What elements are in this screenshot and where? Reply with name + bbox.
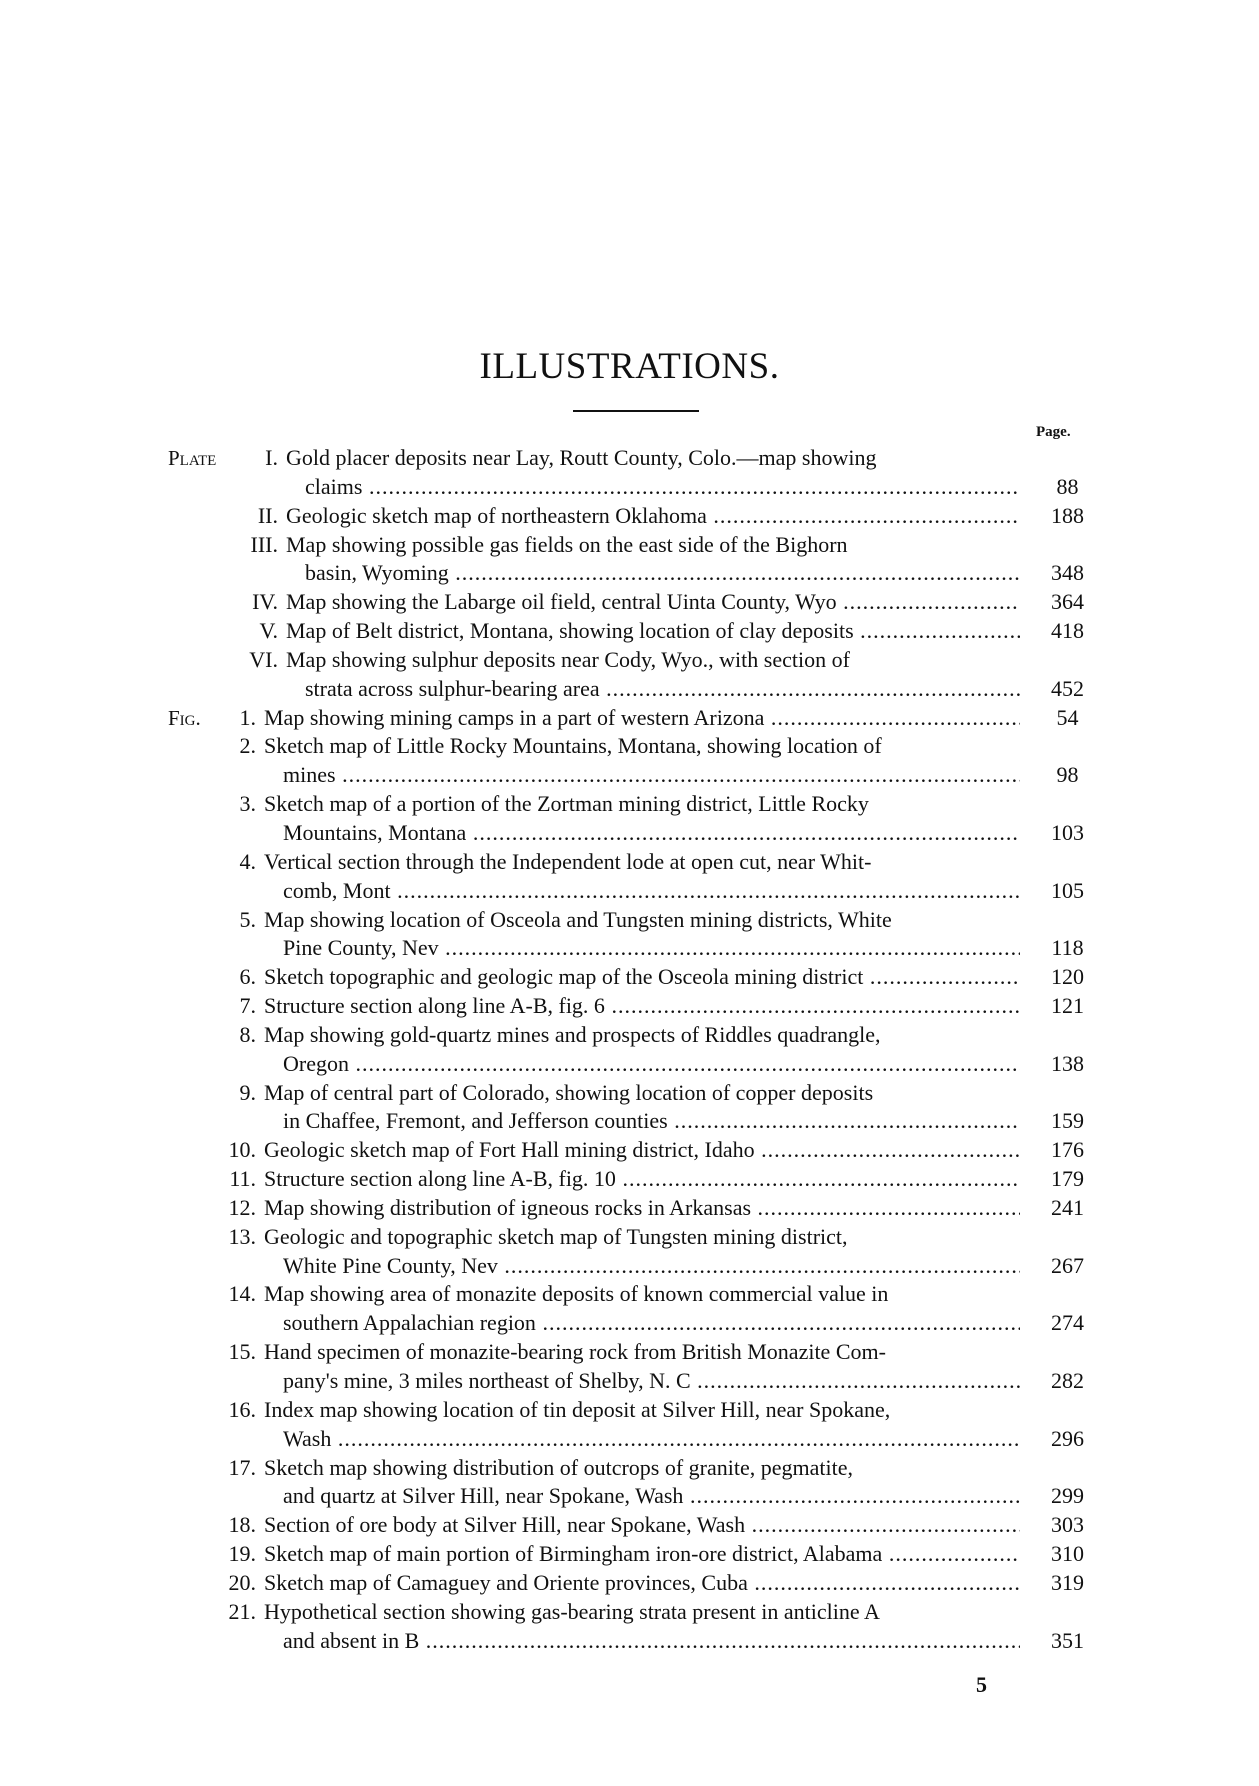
page-title: ILLUSTRATIONS. [479, 346, 780, 387]
figure-page-number: 282 [1051, 1368, 1084, 1393]
figure-caption: Map of central part of Colorado, showing location of copper deposits [264, 1079, 874, 1105]
page-number: 5 [976, 1672, 987, 1697]
plate-entry [0, 502, 1259, 531]
figure-caption: comb, Mont ..... [283, 877, 1020, 906]
figure-caption: Vertical section through the Independent lode at open cut, near Whit- [264, 848, 872, 874]
figure-entry-line [0, 1107, 1259, 1136]
figure-caption: White Pine County, Nev ..... [283, 1252, 1020, 1281]
figure-entry [0, 1136, 1259, 1165]
figure-entry-line: 7. Structure section along line A-B, fig. 6 ..... 121 [0, 992, 1259, 1021]
figure-page-number: 274 [1051, 1310, 1084, 1336]
figure-page-number: 103 [1051, 819, 1084, 845]
figure-caption: Oregon ..... [283, 1050, 1020, 1079]
plate-entry-line: VI. Map showing sulphur deposits near Cody, Wyo., with section of [0, 646, 1259, 675]
figure-caption: Structure section along line A-B, fig. 10 ..... [264, 1165, 1020, 1194]
plate-caption: Map of Belt district, Montana, showing location of clay deposits ..... [286, 617, 1020, 646]
figure-caption: Sketch topographic and geologic map of the Osceola mining district ..... [264, 963, 1020, 992]
figure-entry-line [0, 819, 1259, 848]
figure-entry-line: Fig. 1. Map showing mining camps in a part of western Arizona ..... 54 [0, 704, 1259, 733]
plate-entry-line: II. Geologic sketch map of northeastern Oklahoma ..... 188 [0, 502, 1259, 531]
figure-entry-line: 14. Map showing area of monazite deposits of known commercial value in [0, 1280, 1259, 1309]
plate-entry [0, 444, 1259, 502]
plate-entry-line [0, 559, 1259, 588]
figure-entry [0, 1338, 1259, 1396]
figure-entry-line: 3. Sketch map of a portion of the Zortman mining district, Little Rocky [0, 790, 1259, 819]
figure-entry-line [0, 1627, 1259, 1656]
figure-caption: Section of ore body at Silver Hill, near Spokane, Wash ..... [264, 1511, 1020, 1540]
figure-entry-line [0, 934, 1259, 963]
figure-page-number: 138 [1051, 1050, 1084, 1076]
plate-section-label: Plate [168, 446, 217, 470]
figure-entry [0, 1280, 1259, 1338]
figure-page-number: 54 [1056, 704, 1079, 730]
figure-caption: Pine County, Nev ..... [283, 934, 1020, 963]
figure-caption: southern Appalachian region ..... [283, 1309, 1020, 1338]
plate-entry [0, 617, 1259, 646]
plate-caption: strata across sulphur-bearing area ..... [305, 675, 1020, 704]
figure-entry-line [0, 877, 1259, 906]
figure-page-number: 241 [1051, 1194, 1084, 1220]
figure-page-number: 179 [1051, 1166, 1084, 1192]
plate-caption: basin, Wyoming ..... [305, 559, 1020, 588]
page-column-label: Page. [1036, 424, 1071, 440]
figure-caption: mines ..... [283, 761, 1020, 790]
figure-page-number: 303 [1051, 1512, 1084, 1538]
plate-entry-line: Plate I. Gold placer deposits near Lay, Routt County, Colo.—map showing [0, 444, 1259, 473]
plate-page-number: 348 [1051, 560, 1084, 586]
figure-page-number: 296 [1051, 1425, 1084, 1451]
figure-page-number: 121 [1051, 993, 1084, 1019]
figure-entry-line: 21. Hypothetical section showing gas-bearing strata present in anticline A [0, 1598, 1259, 1627]
figure-entry-line [0, 761, 1259, 790]
figure-page-number: 120 [1051, 964, 1084, 990]
figure-entry-line: 8. Map showing gold-quartz mines and prospects of Riddles quadrangle, [0, 1021, 1259, 1050]
plate-page-number: 188 [1051, 502, 1084, 528]
figure-caption: and absent in B ..... [283, 1627, 1020, 1656]
figure-caption: Hypothetical section showing gas-bearing strata present in anticline A [264, 1598, 880, 1624]
title-rule [573, 410, 699, 412]
figure-caption: Index map showing location of tin deposit at Silver Hill, near Spokane, [264, 1396, 891, 1422]
figure-entry-line: 20. Sketch map of Camaguey and Oriente provinces, Cuba ..... 319 [0, 1569, 1259, 1598]
figure-page-number: 176 [1051, 1137, 1084, 1163]
figure-caption: Map showing mining camps in a part of western Arizona ..... [264, 704, 1020, 733]
plate-page-number: 418 [1051, 618, 1084, 644]
figure-section-label: Fig. [168, 705, 201, 730]
figure-caption: Sketch map of Little Rocky Mountains, Montana, showing location of [264, 733, 882, 759]
figure-page-number: 299 [1051, 1483, 1084, 1509]
figure-entry [0, 906, 1259, 964]
figure-entry [0, 1540, 1259, 1569]
figure-caption: Structure section along line A-B, fig. 6 ..... [264, 992, 1020, 1021]
plate-entry-line: IV. Map showing the Labarge oil field, central Uinta County, Wyo ..... 364 [0, 588, 1259, 617]
figure-entry-line [0, 1309, 1259, 1338]
plate-entry-line: V. Map of Belt district, Montana, showing location of clay deposits ..... 418 [0, 617, 1259, 646]
figure-entry-line: 11. Structure section along line A-B, fig. 10 ..... 179 [0, 1165, 1259, 1194]
plate-entry [0, 531, 1259, 589]
figure-entry-line: 12. Map showing distribution of igneous rocks in Arkansas ..... 241 [0, 1194, 1259, 1223]
figure-caption: Map showing location of Osceola and Tungsten mining districts, White [264, 906, 892, 932]
plate-caption: Map showing possible gas fields on the east side of the Bighorn [286, 531, 848, 557]
plate-caption: Map showing the Labarge oil field, central Uinta County, Wyo ..... [286, 588, 1020, 617]
figure-caption: Sketch map of main portion of Birmingham iron-ore district, Alabama ..... [264, 1540, 1020, 1569]
figure-entry [0, 992, 1259, 1021]
figure-entry [0, 963, 1259, 992]
plate-caption: Gold placer deposits near Lay, Routt County, Colo.—map showing [286, 445, 877, 470]
figure-entry-line: 15. Hand specimen of monazite-bearing rock from British Monazite Com- [0, 1338, 1259, 1367]
figure-entry [0, 1569, 1259, 1598]
figure-entry [0, 1598, 1259, 1656]
figure-entry-line [0, 1425, 1259, 1454]
figure-page-number: 267 [1051, 1252, 1084, 1278]
figure-page-number: 319 [1051, 1569, 1084, 1595]
figure-page-number: 118 [1051, 935, 1084, 961]
plate-entry-line [0, 675, 1259, 704]
figure-page-number: 351 [1051, 1627, 1084, 1653]
figure-entry [0, 1021, 1259, 1079]
figure-entry [0, 1079, 1259, 1137]
figure-caption: Mountains, Montana ..... [283, 819, 1020, 848]
plate-page-number: 364 [1051, 589, 1084, 615]
plate-caption: Map showing sulphur deposits near Cody, Wyo., with section of [286, 646, 850, 672]
figure-entry [0, 848, 1259, 906]
figure-entry-line: 5. Map showing location of Osceola and Tungsten mining districts, White [0, 906, 1259, 935]
figure-entry-line: 9. Map of central part of Colorado, showing location of copper deposits [0, 1079, 1259, 1108]
figure-entry [0, 704, 1259, 733]
figure-entry-line: 6. Sketch topographic and geologic map of the Osceola mining district ..... 120 [0, 963, 1259, 992]
figure-caption: Hand specimen of monazite-bearing rock from British Monazite Com- [264, 1339, 886, 1365]
figure-caption: Sketch map of a portion of the Zortman mining district, Little Rocky [264, 791, 869, 817]
figure-caption: Map showing gold-quartz mines and prospects of Riddles quadrangle, [264, 1021, 881, 1047]
illustrations-list [0, 444, 1259, 1655]
plate-entry-line [0, 473, 1259, 502]
figure-caption: Map showing area of monazite deposits of known commercial value in [264, 1281, 889, 1307]
figure-entry-line [0, 1252, 1259, 1281]
figure-entry [0, 1165, 1259, 1194]
figure-caption: and quartz at Silver Hill, near Spokane, Wash ..... [283, 1482, 1020, 1511]
figure-entry-line: 10. Geologic sketch map of Fort Hall mining district, Idaho ..... 176 [0, 1136, 1259, 1165]
figure-entry [0, 1454, 1259, 1512]
figure-caption: pany's mine, 3 miles northeast of Shelby, N. C ..... [283, 1367, 1020, 1396]
figure-entry-line: 4. Vertical section through the Independent lode at open cut, near Whit- [0, 848, 1259, 877]
figure-caption: Geologic sketch map of Fort Hall mining district, Idaho ..... [264, 1136, 1020, 1165]
figure-entry-line: 2. Sketch map of Little Rocky Mountains, Montana, showing location of [0, 732, 1259, 761]
figure-caption: Sketch map of Camaguey and Oriente provinces, Cuba ..... [264, 1569, 1020, 1598]
figure-caption: in Chaffee, Fremont, and Jefferson counties ..... [283, 1107, 1020, 1136]
figure-entry-line [0, 1482, 1259, 1511]
figure-page-number: 159 [1051, 1108, 1084, 1134]
plate-entry [0, 588, 1259, 617]
figure-entry-line: 19. Sketch map of main portion of Birmingham iron-ore district, Alabama ..... 310 [0, 1540, 1259, 1569]
figure-caption: Map showing distribution of igneous rocks in Arkansas ..... [264, 1194, 1020, 1223]
figure-entry [0, 732, 1259, 790]
figure-entry-line [0, 1367, 1259, 1396]
plate-entry-line: III. Map showing possible gas fields on the east side of the Bighorn [0, 531, 1259, 560]
plate-entry [0, 646, 1259, 704]
figure-caption: Wash ..... [283, 1425, 1020, 1454]
figure-entry-line [0, 1050, 1259, 1079]
plate-caption: claims ..... [305, 473, 1020, 502]
figure-caption: Sketch map showing distribution of outcrops of granite, pegmatite, [264, 1454, 854, 1480]
figure-entry [0, 1223, 1259, 1281]
figure-entry-line: 17. Sketch map showing distribution of outcrops of granite, pegmatite, [0, 1454, 1259, 1483]
figure-entry [0, 1396, 1259, 1454]
figure-entry-line: 13. Geologic and topographic sketch map of Tungsten mining district, [0, 1223, 1259, 1252]
plate-page-number: 452 [1051, 675, 1084, 701]
figure-entry [0, 790, 1259, 848]
figure-caption: Geologic and topographic sketch map of Tungsten mining district, [264, 1223, 848, 1249]
figure-entry-line: 16. Index map showing location of tin deposit at Silver Hill, near Spokane, [0, 1396, 1259, 1425]
figure-page-number: 98 [1056, 762, 1079, 788]
figure-entry [0, 1511, 1259, 1540]
figure-entry [0, 1194, 1259, 1223]
figure-entry-line: 18. Section of ore body at Silver Hill, near Spokane, Wash ..... 303 [0, 1511, 1259, 1540]
plate-page-number: 88 [1056, 473, 1079, 499]
figure-page-number: 310 [1051, 1541, 1084, 1567]
figure-page-number: 105 [1051, 877, 1084, 903]
plate-caption: Geologic sketch map of northeastern Oklahoma ..... [286, 502, 1020, 531]
